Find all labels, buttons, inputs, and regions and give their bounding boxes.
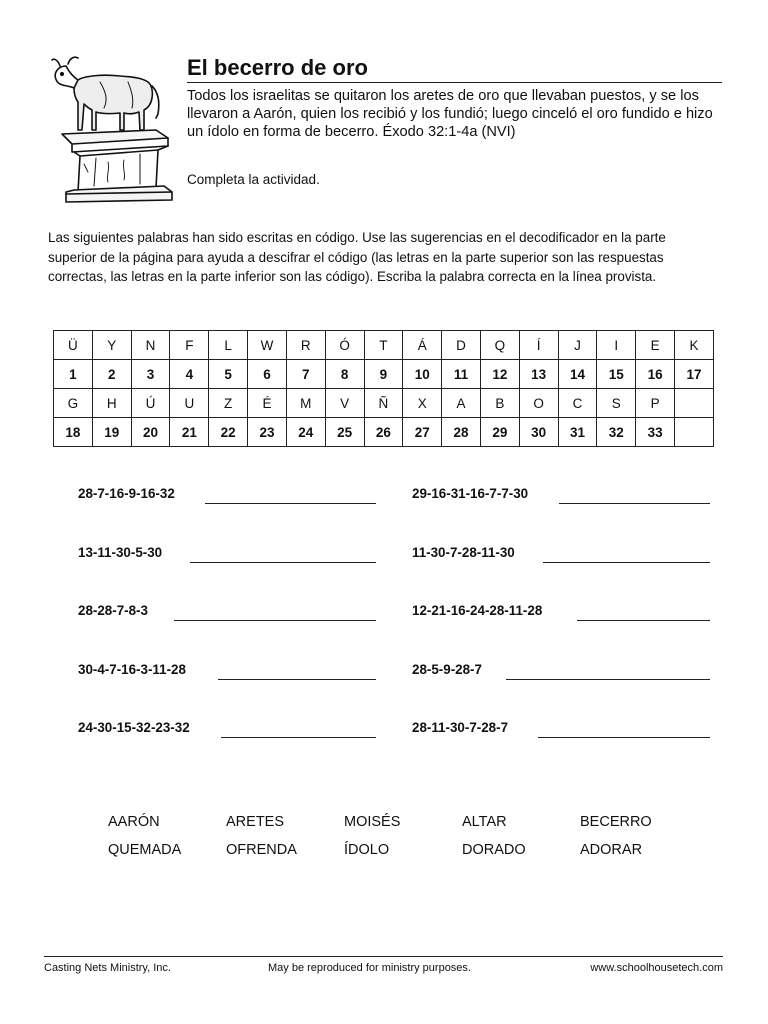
puzzle-code: 11-30-7-28-11-30 [412, 545, 515, 560]
answer-line[interactable] [218, 679, 376, 680]
decoder-number-cell: 2 [92, 360, 131, 389]
page-title: El becerro de oro [187, 55, 722, 83]
word-bank-item: MOISÉS [344, 814, 401, 830]
word-bank-item: AARÓN [108, 814, 160, 830]
decoder-number-cell: 10 [403, 360, 442, 389]
decoder-letter-cell: V [325, 389, 364, 418]
decoder-letter-cell: Q [480, 331, 519, 360]
decoder-number-cell: 25 [325, 418, 364, 447]
decoder-table [53, 330, 714, 447]
decoder-letter-cell: O [519, 389, 558, 418]
decoder-number-cell: 29 [480, 418, 519, 447]
decoder-letter-cell: T [364, 331, 403, 360]
word-bank-item: ADORAR [580, 842, 643, 858]
decoder-number-cell: 1 [54, 360, 93, 389]
decoder-letter-cell: K [675, 331, 714, 360]
answer-line[interactable] [559, 503, 710, 504]
decoder-number-cell: 17 [675, 360, 714, 389]
decoder-number-cell: 4 [170, 360, 209, 389]
decoder-letter-cell: U [170, 389, 209, 418]
decoder-letter-cell: Ú [131, 389, 170, 418]
decoder-letter-cell: Ñ [364, 389, 403, 418]
decoder-number-cell [675, 418, 714, 447]
decoder-number-cell: 33 [636, 418, 675, 447]
puzzle-code: 12-21-16-24-28-11-28 [412, 603, 543, 618]
word-bank-item: BECERRO [580, 814, 652, 830]
puzzle-code: 28-11-30-7-28-7 [412, 720, 509, 735]
decoder-letter-cell: Ü [54, 331, 93, 360]
answer-line[interactable] [190, 562, 376, 563]
decoder-number-cell: 21 [170, 418, 209, 447]
activity-prompt: Completa la actividad. [187, 172, 320, 187]
decoder-number-cell: 22 [209, 418, 248, 447]
decoder-letter-cell: M [286, 389, 325, 418]
puzzle-code: 24-30-15-32-23-32 [78, 720, 190, 735]
decoder-number-cell: 30 [519, 418, 558, 447]
decoder-letter-cell: J [558, 331, 597, 360]
puzzle-item [412, 720, 710, 742]
puzzle-item [78, 486, 376, 508]
decoder-number-cell: 24 [286, 418, 325, 447]
decoder-letter-cell: L [209, 331, 248, 360]
puzzle-item [412, 662, 710, 684]
answer-line[interactable] [543, 562, 710, 563]
decoder-letter-cell: W [248, 331, 287, 360]
footer-left: Casting Nets Ministry, Inc. [44, 962, 171, 974]
decoder-number-cell: 18 [54, 418, 93, 447]
decoder-number-cell: 14 [558, 360, 597, 389]
puzzle-code: 28-7-16-9-16-32 [78, 486, 175, 501]
decoder-letter-cell: X [403, 389, 442, 418]
word-bank-item: ARETES [226, 814, 285, 830]
answer-line[interactable] [577, 620, 710, 621]
decoder-letter-cell: I [597, 331, 636, 360]
puzzle-code: 29-16-31-16-7-7-30 [412, 486, 529, 501]
decoder-letter-cell: C [558, 389, 597, 418]
decoder-letter-cell: N [131, 331, 170, 360]
decoder-row-letters [54, 331, 714, 360]
decoder-number-cell: 27 [403, 418, 442, 447]
decoder-number-cell: 11 [442, 360, 481, 389]
decoder-number-cell: 26 [364, 418, 403, 447]
puzzle-item [78, 545, 376, 567]
footer-divider [44, 956, 723, 957]
decoder-row-letters [54, 389, 714, 418]
decoder-letter-cell: D [442, 331, 481, 360]
decoder-letter-cell [675, 389, 714, 418]
decoder-number-cell: 12 [480, 360, 519, 389]
decoder-number-cell: 23 [248, 418, 287, 447]
decoder-letter-cell: S [597, 389, 636, 418]
decoder-letter-cell: Y [92, 331, 131, 360]
decoder-number-cell: 9 [364, 360, 403, 389]
puzzle-item [412, 486, 710, 508]
answer-line[interactable] [538, 737, 710, 738]
decoder-number-cell: 19 [92, 418, 131, 447]
word-bank-item: QUEMADA [108, 842, 182, 858]
decoder-number-cell: 5 [209, 360, 248, 389]
decoder-number-cell: 8 [325, 360, 364, 389]
answer-line[interactable] [205, 503, 376, 504]
puzzle-item [78, 603, 376, 625]
decoder-letter-cell: R [286, 331, 325, 360]
decoder-number-cell: 31 [558, 418, 597, 447]
decoder-number-cell: 32 [597, 418, 636, 447]
puzzle-code: 30-4-7-16-3-11-28 [78, 662, 186, 677]
word-bank-item: ALTAR [462, 814, 507, 830]
word-bank-item: ÍDOLO [344, 842, 390, 858]
decoder-letter-cell: É [248, 389, 287, 418]
decoder-number-cell: 7 [286, 360, 325, 389]
decoder-number-cell: 6 [248, 360, 287, 389]
decoder-number-cell: 13 [519, 360, 558, 389]
puzzle-item [78, 720, 376, 742]
decoder-row-numbers [54, 360, 714, 389]
instructions-paragraph: Las siguientes palabras han sido escritas en código. Use las sugerencias en el decodificador en la parte superior de la página para ayuda a descifrar el código (las letras en la parte superior son las respuestas correctas, las letras en la parte inferior son las código). Escriba la palabra correcta en la línea provista. [48, 230, 666, 284]
footer-center: May be reproduced for ministry purposes. [268, 962, 471, 974]
decoder-number-cell: 20 [131, 418, 170, 447]
answer-line[interactable] [506, 679, 710, 680]
answer-line[interactable] [221, 737, 376, 738]
scripture-verse: Todos los israelitas se quitaron los aretes de oro que llevaban puestos, y se los llevaron a Aarón, quien los recibió y los fundió; luego cinceló el oro fundido e hizo un ídolo en forma de becerro. Éxodo 32:1-4a (NVI) [187, 88, 713, 140]
decoder-letter-cell: A [442, 389, 481, 418]
puzzle-code: 28-5-9-28-7 [412, 662, 482, 677]
puzzle-code: 28-28-7-8-3 [78, 603, 148, 618]
answer-line[interactable] [174, 620, 376, 621]
decoder-row-numbers [54, 418, 714, 447]
decoder-letter-cell: B [480, 389, 519, 418]
puzzle-item [78, 662, 376, 684]
decoder-letter-cell: Z [209, 389, 248, 418]
puzzle-item [412, 603, 710, 625]
decoder-letter-cell: H [92, 389, 131, 418]
puzzle-item [412, 545, 710, 567]
decoder-number-cell: 16 [636, 360, 675, 389]
puzzle-code: 13-11-30-5-30 [78, 545, 163, 560]
word-bank-item: DORADO [462, 842, 526, 858]
decoder-letter-cell: Ó [325, 331, 364, 360]
word-bank-item: OFRENDA [226, 842, 297, 858]
decoder-letter-cell: P [636, 389, 675, 418]
golden-calf-illustration [44, 52, 184, 206]
decoder-number-cell: 15 [597, 360, 636, 389]
decoder-number-cell: 28 [442, 418, 481, 447]
decoder-letter-cell: E [636, 331, 675, 360]
decoder-number-cell: 3 [131, 360, 170, 389]
footer-right[interactable]: www.schoolhousetech.com [590, 962, 723, 974]
decoder-letter-cell: Á [403, 331, 442, 360]
decoder-letter-cell: F [170, 331, 209, 360]
decoder-letter-cell: Í [519, 331, 558, 360]
decoder-letter-cell: G [54, 389, 93, 418]
